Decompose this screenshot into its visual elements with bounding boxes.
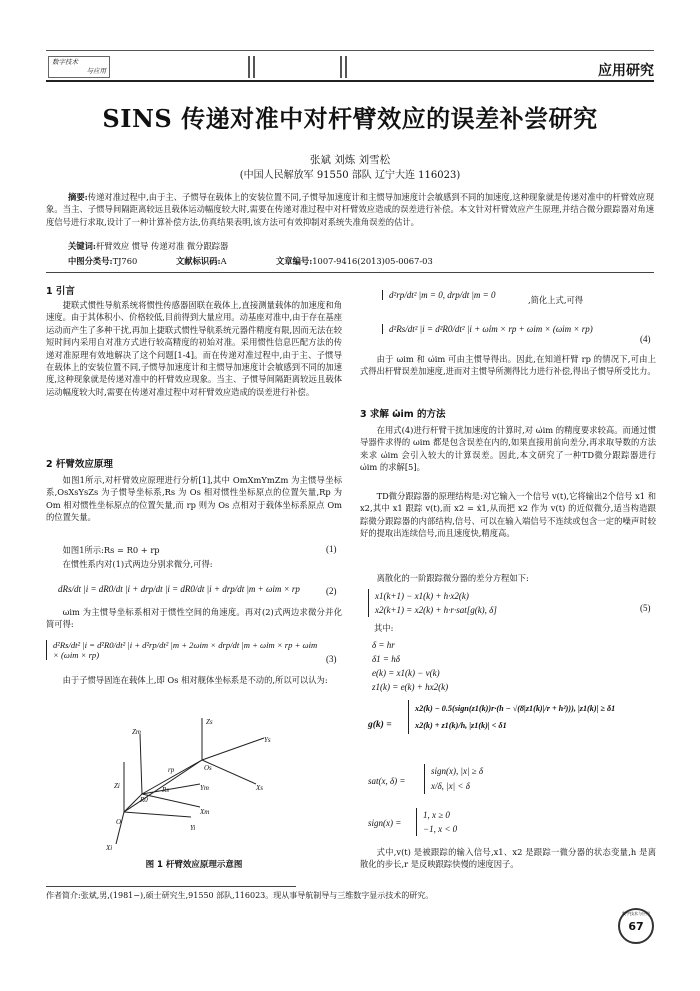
fig-label: Os xyxy=(204,764,212,772)
section1-paragraph: 捷联式惯性导航系统将惯性传感器固联在载体上,直接测量载体的加速度和角速度。由于其体积小、价格较低,目前得到大量应用。动基座对准中,由于存在基座运动而产生了多种干扰,再加上捷联式惯性导航系统元器件精度有限,因而无法在较短时间内采用自对准方式进行较高精度的初始对准。采用惯性信息匹配方法的传递对准原理有效地解决了这个问题[1-4]。而在传递对准过程中,由于主、子惯导在载体上的安装位置不同,子惯导加速度计和主惯导加速度计会敏感到不同的加速度,这种现象就是传递对准中的杆臂效应现象。当主、子惯导间隔距离较远且载体运动幅度较大时,需要在传递对准过程中对杆臂效应造成的误差进行补偿。 xyxy=(46,300,342,397)
sat-label: sat(x, δ) = xyxy=(368,776,406,786)
eq3: d²Rs/dt² |i = d²R0/dt² |i + d²rp/dt² |m + 2ωim × drp/dt |m + ω̇im × rp + ωim × (ωim × rp) xyxy=(46,640,321,660)
page-badge-journal: 数字技术与应用 xyxy=(622,911,650,916)
axis-xm-line xyxy=(142,794,200,807)
eq4-number: (4) xyxy=(640,334,651,344)
figure-caption: 图 1 杆臂效应原理示意图 xyxy=(145,860,243,870)
keywords xyxy=(68,240,654,252)
keywords-label: 关键词: xyxy=(68,241,96,251)
abstract xyxy=(46,191,654,228)
article-title: SINS 传递对准中对杆臂效应的误差补尝研究 xyxy=(102,104,598,133)
eq5-number: (5) xyxy=(640,603,651,613)
section3-paragraph2: TD微分跟踪器的原理结构是:对它输入一个信号 v(t),它将输出2个信号 x1 和 x2,其中 x1 跟踪 v(t),而 x2 = ẋ1,从而把 x2 作为 v(t) 的近似微分,适当构造跟踪微分跟踪器的内部结构,信号、可以在输入端信号不连续或包含一定的噪声时较好的提取出连续信号,而且速度快,精度高。 xyxy=(360,491,656,539)
where-label: 其中: xyxy=(374,623,394,633)
fig-label: Yi xyxy=(190,824,196,832)
fig-label: Zm xyxy=(132,728,141,736)
eq2: dRs/dt |i = dR0/dt |i + drp/dt |i = dR0/dt |i + drp/dt |m + ωim × rp xyxy=(58,584,300,594)
section3-paragraph3: 离散化的一阶跟踪微分器的差分方程如下: xyxy=(376,573,529,583)
fig-label: Ys xyxy=(264,736,271,744)
journal-logo xyxy=(48,56,110,78)
final-paragraph: 式中,v(t) 是被跟踪的输入信号,x1、x2 是跟踪一微分器的状态变量,h 是离散化的步长,r 是反映跟踪快慢的速度因子。 xyxy=(360,847,656,870)
eq5-line2: x2(k+1) = x2(k) + h·r·sat[g(k), δ] xyxy=(375,605,497,615)
eq5 xyxy=(368,589,615,617)
fig-label: Xs xyxy=(256,784,263,792)
para-after-eq4: 由于 ωim 和 ω̇im 可由主惯导得出。因此,在知道杆臂 rp 的情况下,可由上式得出杆臂误差加速度,进而对主惯导所测得比力进行补偿,得出子惯导所受比力。 xyxy=(360,354,656,377)
logo-line2: 与应用 xyxy=(86,68,106,75)
axis-xi-line xyxy=(116,812,124,844)
sat-cases xyxy=(424,764,561,794)
eq5-line1: x1(k+1) − x1(k) + h·x2(k) xyxy=(375,591,469,601)
fig-label: Rs xyxy=(162,786,169,794)
section2-paragraph3: 在惯性系内对(1)式两边分别求微分,可得: xyxy=(62,559,213,569)
header-bottom-rule xyxy=(46,80,654,82)
gk-label: g(k) = xyxy=(368,720,392,730)
sign-case1: 1, x ≥ 0 xyxy=(423,810,450,820)
keywords-text: 杆臂效应 惯导 传递对准 微分跟踪器 xyxy=(95,241,229,251)
sign-case2: −1, x < 0 xyxy=(423,824,458,834)
sign-label: sign(x) = xyxy=(368,818,402,828)
page-number: 67 xyxy=(628,920,644,933)
eq-top-note: ,简化上式,可得 xyxy=(528,295,584,305)
fig-label: rp xyxy=(168,766,175,774)
def-delta: δ = hr xyxy=(372,640,395,650)
fig-label: O xyxy=(116,818,122,826)
clc-number: 中图分类号:TJ760 xyxy=(68,256,138,266)
eq2-number: (2) xyxy=(326,586,337,596)
author-footnote: 作者简介:张斌,男,(1981−),硕士研究生,91550 部队,116023。现从事导航制导与三维数字显示技术的研究。 xyxy=(46,891,434,900)
fig-label: R0 xyxy=(140,796,148,804)
eq4: d²Rs/dt² |i = d²R0/dt² |i + ω̇im × rp + ωim × (ωim × rp) xyxy=(382,324,625,334)
axis-ys-line xyxy=(202,738,264,760)
sign-cases xyxy=(416,808,523,836)
section3-paragraph1: 在用式(4)进行杆臂干扰加速度的计算时,对 ω̇im 的精度要求较高。而通过惯导器件求得的 ωim 都是包含误差在内的,如果直接用前向差分,再求取导数的方法来求 ω̇im 会引入较大的计算误差。因此,本文研究了一种TD微分跟踪器进行 ω̇im 的求解[5]。 xyxy=(360,425,656,473)
fig-label: Zs xyxy=(206,718,213,726)
axis-yi-line xyxy=(124,812,191,817)
lever-arm-figure xyxy=(96,712,296,852)
fig-label: Zi xyxy=(114,782,120,790)
page-number-badge xyxy=(618,908,654,944)
section2-paragraph4: ωim 为主惯导坐标系相对于惯性空间的角速度。再对(2)式两边求微分并化简可得: xyxy=(46,607,342,630)
article-number: 文章编号:1007-9416(2013)05-0067-03 xyxy=(276,256,433,266)
axis-zm-line xyxy=(140,734,142,794)
fig-label: Ym xyxy=(200,784,209,792)
section2-paragraph5: 由于子惯导固连在载体上,即 Os 相对舰体坐标系是不动的,所以可以认为: xyxy=(62,675,328,685)
definitions xyxy=(372,638,448,694)
fig-label: Xi xyxy=(106,844,113,852)
section2-paragraph2: 如图1所示:Rs = R0 + rp xyxy=(62,545,160,555)
def-delta1: δ1 = hδ xyxy=(372,654,400,664)
document-code: 文献标识码:A xyxy=(176,256,227,266)
gk-case1: x2(k) − 0.5(sign(z1(k))r·(h − √(8|z1(k)|/r + h²))), |z1(k)| ≥ δ1 xyxy=(415,704,616,713)
eq3-number: (3) xyxy=(326,654,337,664)
sat-case2: x/δ, |x| < δ xyxy=(431,781,470,791)
header-bars-left xyxy=(248,56,258,78)
fig-label: Xm xyxy=(200,808,210,816)
gk-cases xyxy=(408,700,661,734)
gk-case2: x2(k) + z1(k)/h, |z1(k)| < δ1 xyxy=(415,721,507,730)
eq1-number: (1) xyxy=(326,544,337,554)
section3-heading: 3 求解 ω̇im 的方法 xyxy=(360,409,446,420)
section1-heading: 1 引言 xyxy=(46,286,75,297)
section-label: 应用研究 xyxy=(598,63,654,79)
sat-case1: sign(x), |x| ≥ δ xyxy=(431,766,484,776)
section2-heading: 2 杆臂效应原理 xyxy=(46,459,113,470)
abstract-label: 摘要: xyxy=(68,192,88,202)
footnote-rule xyxy=(46,886,296,887)
def-ek: e(k) = x1(k) − v(k) xyxy=(372,668,440,678)
def-z1k: z1(k) = e(k) + hx2(k) xyxy=(372,682,449,692)
section2-paragraph1: 如图1所示,对杆臂效应原理进行分析[1],其中 OmXmYmZm 为主惯导坐标系,OsXsYsZs 为子惯导坐标系,Rs 为 Os 相对惯性坐标原点的位置矢量,Rp 为 Om 相对惯性坐标原点的位置矢量,而 rp 则为 Os 点相对于载体坐标系原点 Om 的位置矢量。 xyxy=(46,475,342,523)
article-affiliation: (中国人民解放军 91550 部队 辽宁大连 116023) xyxy=(239,170,461,181)
logo-line1: 数字技术 xyxy=(52,59,78,66)
header-bars-mid xyxy=(340,56,350,78)
eq-top: d²rp/dt² |m = 0, drp/dt |m = 0 xyxy=(382,290,529,300)
article-authors: 张斌 刘炼 刘雪松 xyxy=(309,154,391,166)
separator xyxy=(46,272,654,273)
abstract-text: 传递对准过程中,由于主、子惯导在载体上的安装位置不同,子惯导加速度计和主惯导加速度计会敏感到不同的加速度,这种现象就是传递对准中的杆臂效应现象。当主、子惯导间隔距离较远且载体运动幅度较大时,需要在传递对准过程中对杆臂效应造成的误差进行补偿。本文针对杆臂效应产生原理,并结合微分跟踪器对角速度信号进行求取,设计了一种计算补偿方法,仿真结果表明,该方法可有效抑制对系统失准角误差的估计。 xyxy=(46,192,654,227)
header-top-rule xyxy=(46,50,654,51)
